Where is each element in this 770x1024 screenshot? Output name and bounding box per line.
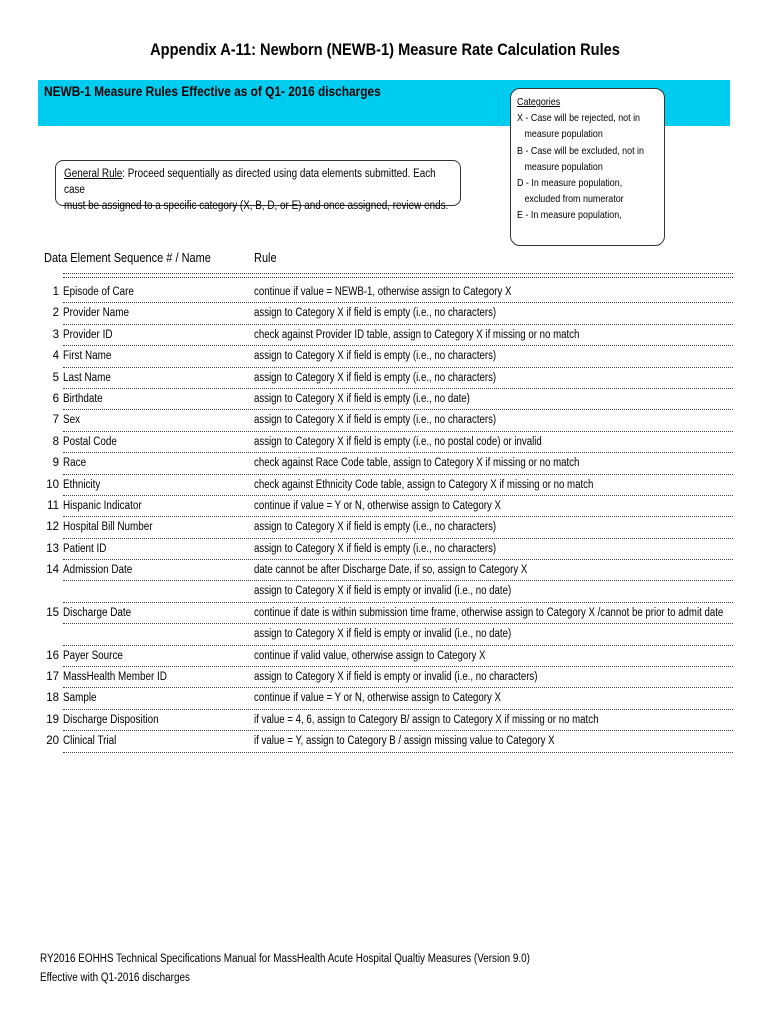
row-rule: assign to Category X if field is empty (i.e., no characters) [254, 307, 497, 320]
row-element-name: Discharge Disposition [63, 713, 159, 726]
row-number: 15 [46, 606, 59, 619]
row-rule: date cannot be after Discharge Date, if so, assign to Category X [254, 564, 528, 577]
page-footer [40, 950, 530, 988]
row-rule: assign to Category X if field is empty (i.e., no characters) [254, 414, 497, 427]
row-rule: assign to Category X if field is empty (i.e., no characters) [254, 350, 497, 363]
row-element-name: Hispanic Indicator [63, 499, 142, 512]
table-row [63, 581, 733, 602]
row-number: 7 [52, 414, 59, 427]
row-element-name: Clinical Trial [63, 735, 117, 748]
header-divider-2 [63, 277, 733, 278]
table-row [52, 325, 733, 346]
row-element-name: Discharge Date [63, 606, 132, 619]
row-number: 13 [46, 542, 59, 555]
general-rule-text-1: : Proceed sequentially as directed using data elements submitted. Each case [64, 168, 436, 196]
row-number: 14 [46, 564, 59, 577]
table-row [52, 432, 733, 453]
row-rule: continue if value = Y or N, otherwise assign to Category X [254, 499, 501, 512]
general-rule-label: General Rule [64, 168, 123, 180]
row-rule: check against Provider ID table, assign to Category X if missing or no match [254, 328, 580, 341]
row-number: 18 [46, 692, 59, 705]
row-number: 9 [52, 457, 59, 470]
row-number: 16 [46, 649, 59, 662]
table-row [52, 282, 733, 303]
row-rule: continue if value = NEWB-1, otherwise assign to Category X [254, 286, 512, 298]
row-rule: assign to Category X if field is empty (i.e., no postal code) or invalid [254, 435, 542, 448]
table-row [52, 453, 733, 474]
table-row [46, 560, 733, 581]
table-row [46, 731, 733, 752]
row-number: 10 [46, 478, 59, 491]
row-number: 1 [52, 286, 59, 298]
row-element-name: Sex [63, 414, 81, 427]
category-item: D - In measure population, [517, 177, 623, 190]
table-row [52, 368, 733, 389]
row-rule: continue if valid value, otherwise assign to Category X [254, 649, 486, 662]
row-number: 4 [52, 350, 59, 363]
row-element-name: Admission Date [63, 564, 133, 577]
row-number: 5 [52, 371, 59, 384]
table-row [52, 410, 733, 431]
row-element-name: Postal Code [63, 435, 117, 448]
category-item: E - In measure population, [517, 209, 622, 222]
row-element-name: MassHealth Member ID [63, 671, 167, 684]
row-element-name: Ethnicity [63, 478, 101, 491]
categories-box [510, 88, 665, 246]
row-number: 6 [52, 392, 59, 405]
table-row [46, 688, 733, 709]
row-rule: check against Race Code table, assign to Category X if missing or no match [254, 457, 580, 470]
table-row [46, 667, 733, 688]
row-rule: assign to Category X if field is empty or invalid (i.e., no characters) [254, 671, 538, 684]
row-rule: assign to Category X if field is empty (i.e., no characters) [254, 521, 497, 534]
category-item: excluded from numerator [517, 193, 624, 206]
table-row [46, 517, 733, 538]
row-element-name: Sample [63, 692, 97, 705]
row-number: 19 [46, 713, 59, 726]
table-row [52, 303, 733, 324]
column-header-rule: Rule [254, 251, 277, 265]
row-rule: assign to Category X if field is empty (i.e., no characters) [254, 371, 497, 384]
row-rule: check against Ethnicity Code table, assign to Category X if missing or no match [254, 478, 594, 491]
row-rule: continue if value = Y or N, otherwise assign to Category X [254, 692, 501, 705]
category-item: X - Case will be rejected, not in [517, 112, 641, 125]
row-rule: if value = Y, assign to Category B / assign missing value to Category X [254, 735, 555, 748]
row-rule: if value = 4, 6, assign to Category B/ assign to Category X if missing or no match [254, 713, 599, 726]
row-element-name: Hospital Bill Number [63, 521, 153, 534]
row-rule: assign to Category X if field is empty (i.e., no date) [254, 392, 470, 405]
row-element-name: First Name [63, 350, 112, 363]
row-element-name: Last Name [63, 371, 111, 384]
row-number: 12 [46, 521, 59, 534]
row-element-name: Episode of Care [63, 286, 134, 298]
row-rule: continue if date is within submission time frame, otherwise assign to Category X /cannot be prior to admit date [254, 606, 724, 619]
row-number: 2 [52, 307, 59, 320]
row-number: 17 [46, 671, 59, 684]
page-title: Appendix A-11: Newborn (NEWB-1) Measure Rate Calculation Rules [150, 40, 620, 59]
row-element-name: Patient ID [63, 542, 107, 555]
row-element-name: Provider Name [63, 307, 129, 320]
table-row [46, 710, 733, 731]
footer-line-2: Effective with Q1-2016 discharges [40, 972, 190, 984]
row-rule: assign to Category X if field is empty or invalid (i.e., no date) [254, 585, 512, 598]
general-rule-box [55, 160, 461, 212]
table-row [46, 603, 733, 624]
general-rule-text-2: must be assigned to a specific category (X, B, D, or E) and once assigned, review ends. [64, 200, 449, 212]
row-element-name: Birthdate [63, 392, 103, 405]
banner-text: NEWB-1 Measure Rules Effective as of Q1- 2016 discharges [44, 84, 381, 99]
category-item: measure population [517, 160, 603, 173]
table-row [52, 389, 733, 410]
category-item: measure population [517, 128, 603, 141]
rules-table [0, 282, 770, 753]
row-number: 8 [52, 435, 59, 448]
row-number: 3 [52, 328, 59, 341]
row-element-name: Provider ID [63, 328, 113, 341]
row-element-name: Race [63, 457, 87, 470]
table-row [46, 539, 733, 560]
row-element-name: Payer Source [63, 649, 123, 662]
table-row [52, 346, 733, 367]
row-rule: assign to Category X if field is empty (i.e., no characters) [254, 542, 497, 555]
column-header-element: Data Element Sequence # / Name [44, 251, 211, 265]
footer-line-1: RY2016 EOHHS Technical Specifications Manual for MassHealth Acute Hospital Qualtiy Measures (Version 9.0) [40, 953, 530, 965]
categories-heading: Categories [517, 96, 561, 108]
category-item: B - Case will be excluded, not in [517, 144, 645, 157]
header-divider [63, 273, 733, 274]
table-row [47, 496, 733, 517]
row-number: 11 [47, 499, 59, 512]
row-number: 20 [46, 735, 59, 748]
table-row [63, 624, 733, 645]
table-row [46, 475, 733, 496]
table-row [46, 646, 733, 667]
row-rule: assign to Category X if field is empty or invalid (i.e., no date) [254, 628, 512, 641]
